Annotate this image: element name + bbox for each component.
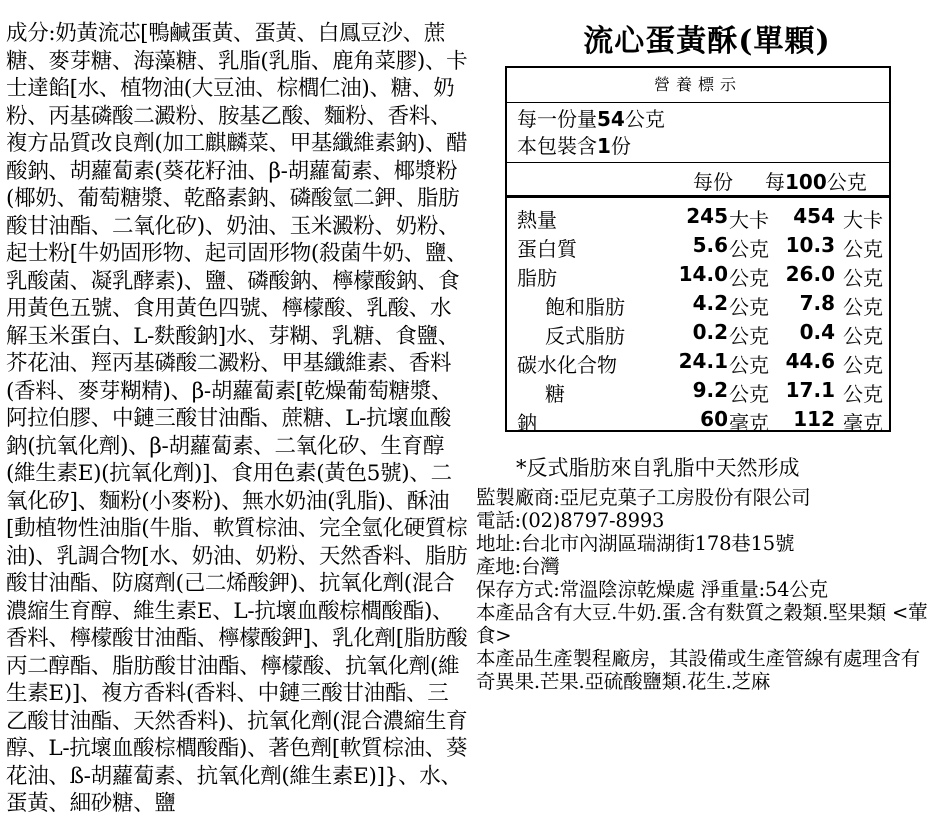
address-line: 地址:台北市內湖區瑞湖街178巷15號 [476,532,795,555]
nutrition-row [507,318,889,347]
origin-line: 產地:台灣 [476,555,560,578]
per-100g-unit: 公克 [843,324,883,348]
nutrient-label: 鈉 [517,411,537,435]
per-100g-header: 每100公克 [765,170,867,194]
serving-info [507,103,889,163]
trans-fat-note: *反式脂肪來自乳脂中天然形成 [516,456,800,480]
nutrient-label: 熱量 [517,208,557,232]
serving-size: 每一份量54公克 [517,107,665,131]
per-serving-unit: 公克 [729,353,769,377]
per-serving-value: 245 [686,204,728,228]
per-serving-value: 0.2 [692,320,728,344]
per-serving-unit: 大卡 [729,208,769,232]
nutrition-header: 營養標示 [507,68,889,103]
nutrition-rows [507,198,889,434]
nutrient-label: 蛋白質 [517,237,577,261]
nutrition-row [507,289,889,318]
nutrient-label: 碳水化合物 [517,353,617,377]
allergen-line: 本產品含有大豆.牛奶.蛋.含有麩質之穀類.堅果類 <葷食> [476,601,928,647]
per-100g-unit: 公克 [843,237,883,261]
nutrition-row [507,347,889,376]
per-serving-value: 9.2 [692,378,728,402]
per-100g-unit: 大卡 [843,208,883,232]
per-serving-value: 60 [700,407,728,431]
per-100g-unit: 毫克 [843,411,883,435]
product-title: 流心蛋黃酥(單顆) [583,24,831,59]
per-serving-value: 14.0 [678,262,728,286]
per-100g-value: 112 [793,407,835,431]
phone-line: 電話:(02)8797-8993 [476,509,665,532]
nutrition-row [507,231,889,260]
nutrition-facts-box [505,66,891,435]
per-serving-unit: 公克 [729,382,769,406]
facility-line: 本產品生產製程廠房，其設備或生產管線有處理含有奇異果.芒果.亞硫酸鹽類.花生.芝麻 [476,647,920,693]
per-100g-unit: 公克 [843,295,883,319]
per-100g-value: 0.4 [799,320,835,344]
per-serving-header: 每份 [693,170,733,194]
per-serving-unit: 公克 [729,266,769,290]
per-100g-value: 454 [793,204,835,228]
column-headers [507,163,889,198]
per-100g-value: 10.3 [785,233,835,257]
nutrient-label: 反式脂肪 [545,324,625,348]
nutrition-row [507,202,889,231]
per-100g-unit: 公克 [843,266,883,290]
per-serving-value: 24.1 [678,349,728,373]
per-serving-unit: 公克 [729,295,769,319]
per-100g-unit: 公克 [843,382,883,406]
ingredients-text: 成分:奶黃流芯[鴨鹹蛋黃、蛋黃、白鳳豆沙、蔗糖、麥芽糖、海藻糖、乳脂(乳脂、鹿角菜膠)、卡士達餡[水、植物油(大豆油、棕櫚仁油)、糖、奶粉、丙基磷酸二澱粉、胺基乙酸、麵粉、香料、複方品質改良劑(加工麒麟菜、甲基纖維素鈉)、醋酸鈉、胡蘿蔔素(葵花籽油、β-胡蘿蔔素、椰漿粉(椰奶、葡萄糖漿、乾酪素鈉、磷酸氫二鉀、脂肪酸甘油酯、二氧化矽)、奶油、玉米澱粉、奶粉、起士粉[牛奶固形物、起司固形物(殺菌牛奶、鹽、乳酸菌、凝乳酵素)、鹽、磷酸鈉、檸檬酸鈉、食用黃色五號、食用黃色四號、檸檬酸、乳酸、水解玉米蛋白、L-麩酸鈉]水、芽糊、乳糖、食鹽、芥花油、羥丙基磷酸二澱粉、甲基纖維素、香料(香料、麥芽糊精)、β-胡蘿蔔素[乾燥葡萄糖漿、阿拉伯膠、中鏈三酸甘油酯、蔗糖、L-抗壞血酸鈉(抗氧化劑)、β-胡蘿蔔素、二氧化矽、生育醇(維生素E)(抗氧化劑)]、食用色素(黃色5號)、二氧化矽]、麵粉(小麥粉)、無水奶油(乳脂)、酥油[動植物性油脂(牛脂、軟質棕油、完全氫化硬質棕油)、乳調合物[水、奶油、奶粉、天然香料、脂肪酸甘油酯、防腐劑(己二烯酸鉀)、抗氧化劑(混合濃縮生育醇、維生素E、L-抗壞血酸棕櫚酸酯)、香料、檸檬酸甘油酯、檸檬酸鉀]、乳化劑[脂肪酸丙二醇酯、脂肪酸甘油酯、檸檬酸、抗氧化劑(維生素E)]、複方香料(香料、中鏈三酸甘油酯、三乙酸甘油酯、天然香料)、抗氧化劑(混合濃縮生育醇、L-抗壞血酸棕櫚酸酯)、著色劑[軟質棕油、葵花油、ß-胡蘿蔔素、抗氧化劑(維生素E)]}、水、蛋黃、細砂糖、鹽 [6,21,468,816]
per-serving-unit: 公克 [729,324,769,348]
per-100g-value: 17.1 [785,378,835,402]
company-info [476,486,928,693]
per-serving-unit: 公克 [729,237,769,261]
per-serving-unit: 毫克 [729,411,769,435]
nutrition-row [507,260,889,289]
per-100g-value: 7.8 [799,291,835,315]
nutrient-label: 糖 [545,382,565,406]
manufacturer-line: 監製廠商:亞尼克菓子工房股份有限公司 [476,486,811,509]
per-serving-value: 4.2 [692,291,728,315]
per-100g-unit: 公克 [843,353,883,377]
per-serving-value: 5.6 [692,233,728,257]
per-100g-value: 26.0 [785,262,835,286]
servings-per-package: 本包裝含1份 [517,134,631,158]
nutrient-label: 飽和脂肪 [545,295,625,319]
nutrition-row [507,376,889,405]
nutrient-label: 脂肪 [517,266,557,290]
per-100g-value: 44.6 [785,349,835,373]
nutrition-row [507,405,889,434]
storage-line: 保存方式:常溫陰涼乾燥處 淨重量:54公克 [476,578,828,601]
